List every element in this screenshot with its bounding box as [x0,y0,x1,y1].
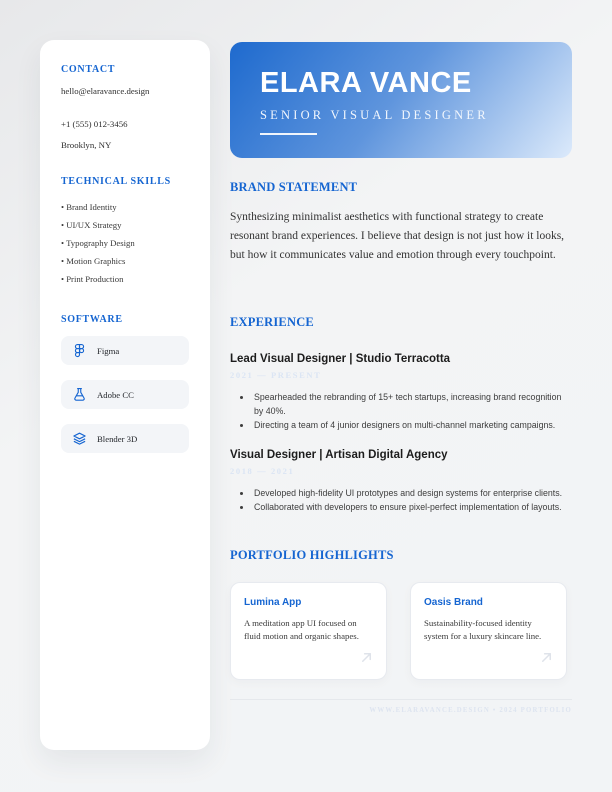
job-dates: 2021 — PRESENT [230,370,322,380]
software-item-label: Figma [97,345,120,356]
flask-icon [72,387,87,402]
experience-entry [230,353,572,432]
job-dates: 2018 — 2021 [230,466,295,476]
technical-skills-section [61,176,189,288]
brand-statement-text: Synthesizing minimalist aesthetics with functional strategy to create resonant brand experiences. I believe that design is not just how it looks, but how it communicates value and emotion through every touchpoint. [230,211,565,261]
job-bullet: • Directing a team of 4 junior designers on multi-channel marketing campaigns. [252,418,572,432]
job-title: Lead Visual Designer | Studio Terracotta [230,353,451,365]
hero-banner [230,42,572,158]
brand-statement-section [230,180,572,265]
portfolio-heading: PORTFOLIO HIGHLIGHTS [230,548,394,562]
job-bullet-list [230,486,572,514]
software-section [61,314,189,453]
portfolio-card-oasis[interactable] [410,582,567,680]
portfolio-section [230,548,572,680]
layers-icon [72,431,87,446]
software-item-label: Adobe CC [97,389,134,400]
page-title: ELARA VANCE [260,67,472,99]
software-heading: SOFTWARE [61,314,123,325]
arrow-up-right-icon [359,650,374,670]
job-bullet: • Developed high-fidelity UI prototypes and design systems for enterprise clients. [252,486,572,500]
job-bullet: • Spearheaded the rebranding of 15+ tech startups, increasing brand recognition by 40%. [252,390,572,418]
contact-location: Brooklyn, NY [61,140,112,150]
portfolio-card-row [230,582,572,680]
contact-heading: CONTACT [61,64,116,75]
hero-underline [260,133,317,135]
footer-divider [230,699,572,700]
main-column [230,42,572,714]
skill-item: • Brand Identity [61,198,189,216]
skill-item: • UI/UX Strategy [61,216,189,234]
portfolio-card-title: Lumina App [244,597,302,608]
figma-icon [72,343,87,358]
portfolio-card-description: A meditation app UI focused on fluid motion and organic shapes. [244,618,359,641]
portfolio-card-description: Sustainability-focused identity system for a luxury skincare line. [424,618,542,641]
contact-email: hello@elaravance.design [61,86,150,96]
skill-item: • Print Production [61,270,189,288]
footer-url-text: WWW.ELARAVANCE.DESIGN • 2024 PORTFOLIO [369,707,572,714]
skill-item: • Motion Graphics [61,252,189,270]
software-item-label: Blender 3D [97,433,138,444]
brand-statement-heading: BRAND STATEMENT [230,180,358,194]
experience-section [230,315,572,514]
software-item-adobe-cc [61,380,189,409]
sidebar-card [40,40,210,750]
software-item-blender [61,424,189,453]
job-bullet-list [230,390,572,432]
job-title: Visual Designer | Artisan Digital Agency [230,449,448,461]
portfolio-card-lumina[interactable] [230,582,387,680]
technical-skills-heading: TECHNICAL SKILLS [61,176,171,187]
skill-item: • Typography Design [61,234,189,252]
portfolio-card-title: Oasis Brand [424,597,483,608]
experience-heading: EXPERIENCE [230,315,314,329]
arrow-up-right-icon [539,650,554,670]
contact-phone: +1 (555) 012-3456 [61,119,128,129]
experience-entry [230,449,572,514]
software-item-figma [61,336,189,365]
job-bullet: • Collaborated with developers to ensure pixel-perfect implementation of layouts. [252,500,572,514]
job-subtitle: SENIOR VISUAL DESIGNER [260,108,489,122]
